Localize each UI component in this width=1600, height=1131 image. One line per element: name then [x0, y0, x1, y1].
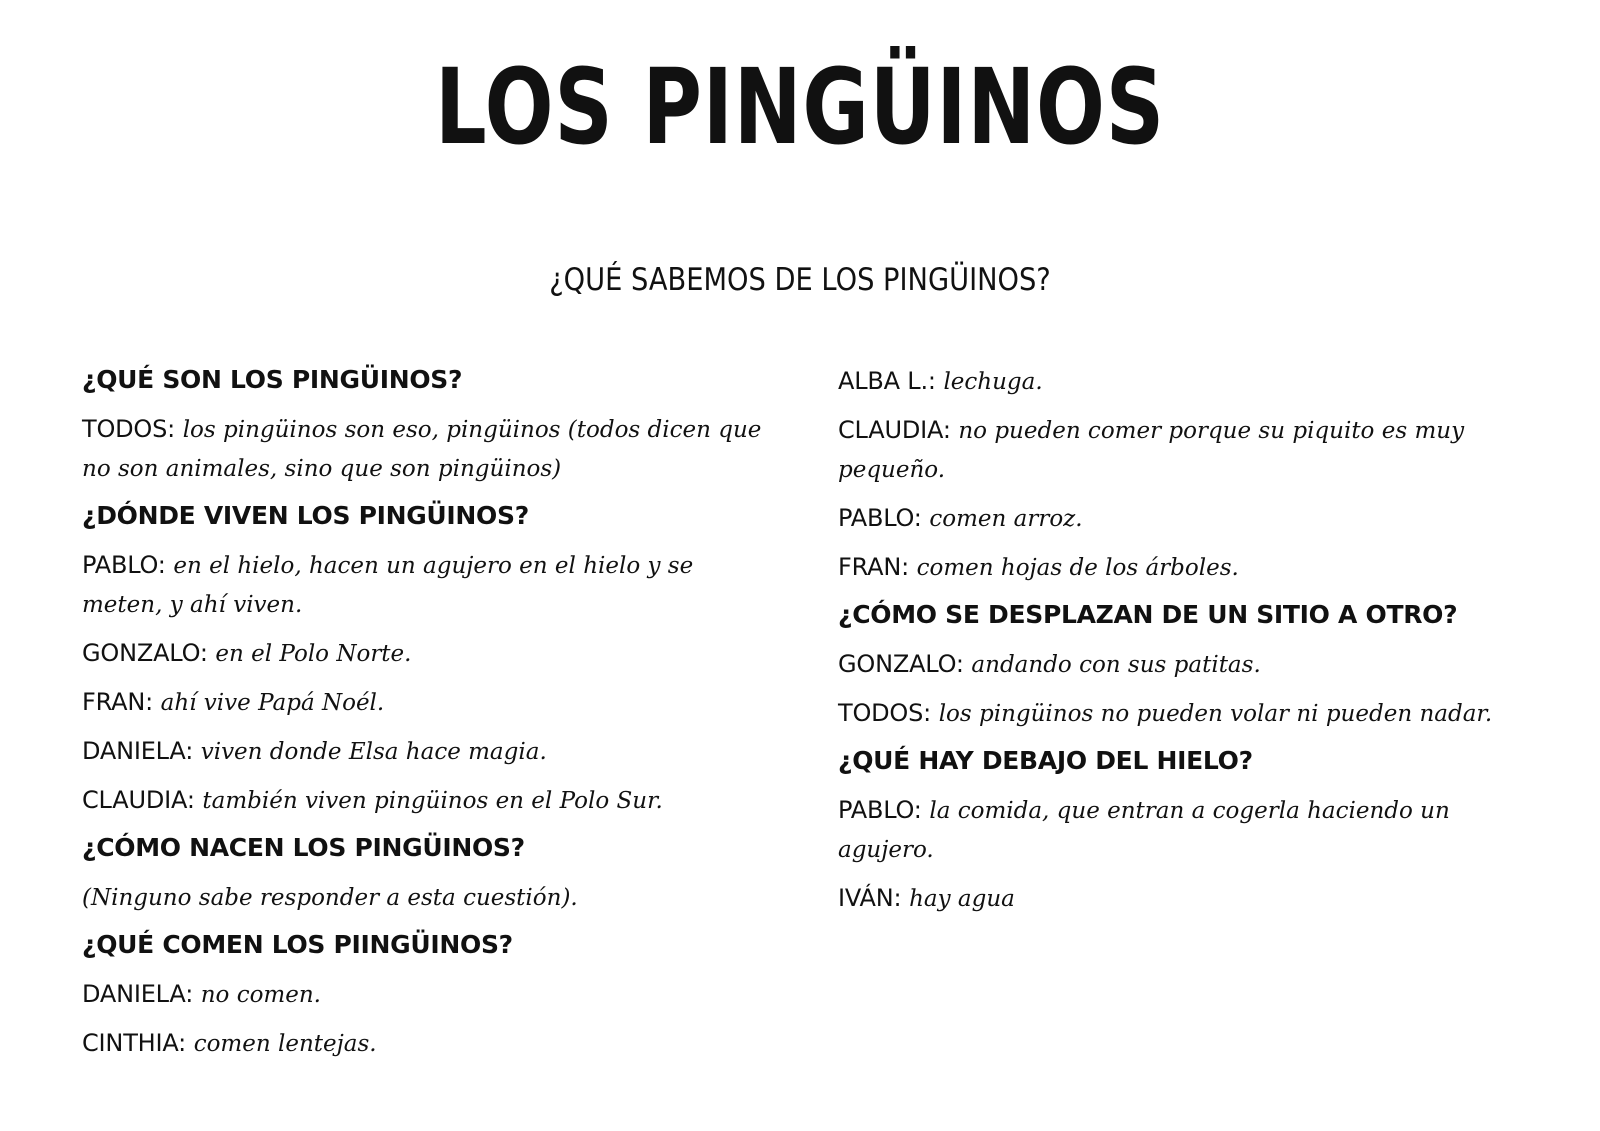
question-heading: ¿QUÉ HAY DEBAJO DEL HIELO?	[838, 746, 1253, 775]
speaker-name: TODOS:	[82, 415, 176, 443]
answer-text: en el hielo, hacen un agujero en el hielo y se meten, y ahí viven.	[82, 553, 694, 618]
answer-text: comen hojas de los árboles.	[916, 555, 1239, 581]
speaker-name: FRAN:	[82, 688, 153, 716]
answer-line	[82, 634, 762, 673]
speaker-name: CLAUDIA:	[838, 416, 951, 444]
left-column	[82, 362, 762, 1073]
answer-text: ahí vive Papá Noél.	[160, 690, 385, 716]
answer-text: hay agua	[909, 886, 1015, 912]
answer-line	[82, 546, 762, 624]
speaker-name: DANIELA:	[82, 737, 194, 765]
speaker-name: GONZALO:	[838, 650, 964, 678]
answer-text: (Ninguno sabe responder a esta cuestión).	[82, 885, 578, 911]
answer-line	[82, 410, 762, 488]
page-subtitle: ¿QUÉ SABEMOS DE LOS PINGÜINOS?	[549, 262, 1051, 298]
answer-text: los pingüinos son eso, pingüinos (todos dicen que no son animales, sino que son pingüinos)	[82, 417, 762, 482]
answer-text: en el Polo Norte.	[215, 641, 412, 667]
question-heading: ¿QUÉ SON LOS PINGÜINOS?	[82, 365, 463, 394]
speaker-name: PABLO:	[838, 504, 922, 532]
answer-line	[838, 694, 1518, 733]
question-heading: ¿QUÉ COMEN LOS PIINGÜINOS?	[82, 930, 513, 959]
question-heading: ¿CÓMO SE DESPLAZAN DE UN SITIO A OTRO?	[838, 600, 1458, 629]
speaker-name: PABLO:	[838, 796, 922, 824]
answer-line	[82, 1024, 762, 1063]
speaker-name: PABLO:	[82, 551, 166, 579]
answer-text: viven donde Elsa hace magia.	[200, 739, 547, 765]
answer-text: los pingüinos no pueden volar ni pueden nadar.	[938, 701, 1493, 727]
answer-line	[838, 548, 1518, 587]
answer-line	[838, 645, 1518, 684]
question-heading: ¿DÓNDE VIVEN LOS PINGÜINOS?	[82, 501, 529, 530]
right-column	[838, 362, 1518, 928]
speaker-name: DANIELA:	[82, 980, 194, 1008]
answer-text: comen arroz.	[929, 506, 1083, 532]
answer-line	[838, 411, 1518, 489]
speaker-name: FRAN:	[838, 553, 909, 581]
answer-text: no pueden comer porque su piquito es muy pequeño.	[838, 418, 1465, 483]
speaker-name: CLAUDIA:	[82, 786, 195, 814]
page-title: LOS PINGÜINOS	[434, 46, 1166, 168]
answer-text: también viven pingüinos en el Polo Sur.	[202, 788, 663, 814]
answer-line	[82, 732, 762, 771]
speaker-name: TODOS:	[838, 699, 932, 727]
answer-line	[838, 499, 1518, 538]
answer-line	[838, 791, 1518, 869]
answer-text: comen lentejas.	[193, 1031, 377, 1057]
speaker-name: IVÁN:	[838, 884, 902, 912]
answer-text: andando con sus patitas.	[971, 652, 1261, 678]
answer-text: lechuga.	[943, 369, 1043, 395]
answer-line	[82, 878, 762, 917]
answer-line	[838, 879, 1518, 918]
answer-text: no comen.	[200, 982, 321, 1008]
speaker-name: ALBA L.:	[838, 367, 936, 395]
speaker-name: GONZALO:	[82, 639, 208, 667]
answer-line	[82, 975, 762, 1014]
answer-text: la comida, que entran a cogerla haciendo un agujero.	[838, 798, 1450, 863]
answer-line	[838, 362, 1518, 401]
speaker-name: CINTHIA:	[82, 1029, 187, 1057]
answer-line	[82, 683, 762, 722]
question-heading: ¿CÓMO NACEN LOS PINGÜINOS?	[82, 833, 525, 862]
answer-line	[82, 781, 762, 820]
